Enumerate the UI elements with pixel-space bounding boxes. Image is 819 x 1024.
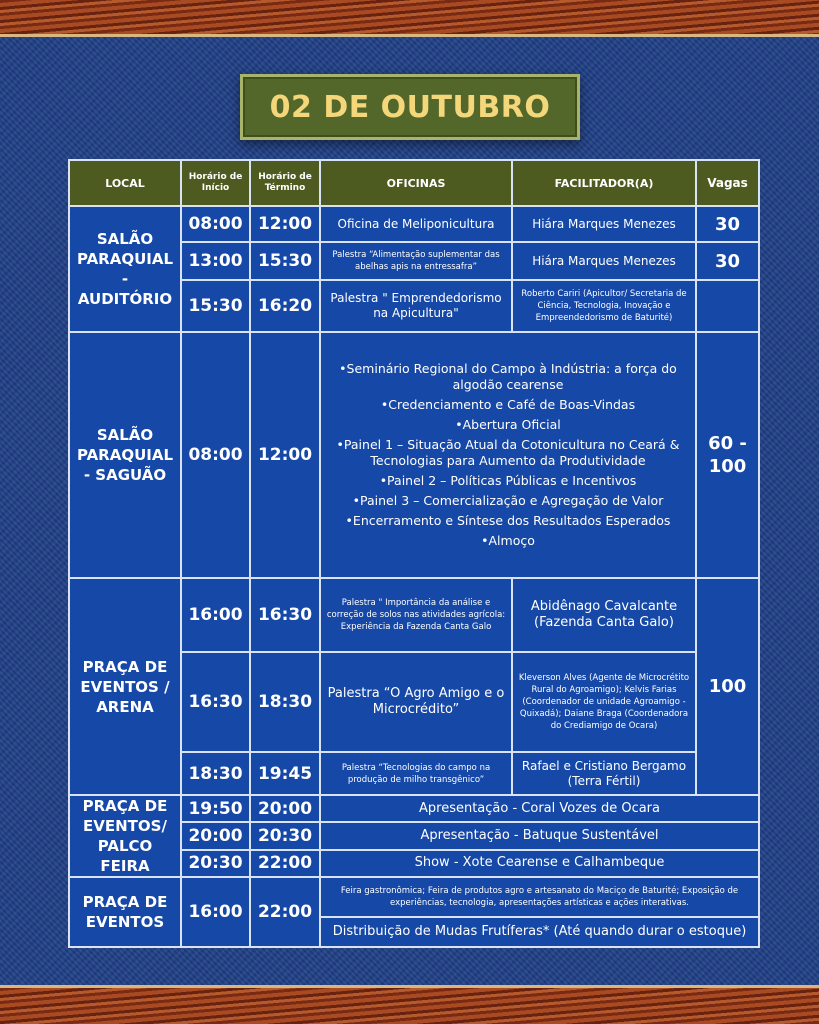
workshop-cell: Palestra “Alimentação suplementar das abelhas apis na entressafra” <box>320 242 512 280</box>
slots-cell: 60 - 100 <box>696 332 759 578</box>
start-time: 20:00 <box>181 822 250 849</box>
program-item: •Encerramento e Síntese dos Resultados Esperados <box>345 513 671 528</box>
seminar-program-cell <box>320 332 696 578</box>
end-time: 22:00 <box>250 877 320 947</box>
end-time: 20:00 <box>250 795 320 822</box>
slots-cell: 30 <box>696 206 759 242</box>
table-row <box>69 877 759 917</box>
start-time: 19:50 <box>181 795 250 822</box>
slots-cell: 30 <box>696 242 759 280</box>
workshop-cell: Palestra “O Agro Amigo e o Microcrédito” <box>320 652 512 752</box>
header-facilitator: FACILITADOR(A) <box>512 160 696 206</box>
header-end-time: Horário de Término <box>250 160 320 206</box>
location-cell: PRAÇA DE EVENTOS <box>69 877 181 947</box>
header-local: LOCAL <box>69 160 181 206</box>
facilitator-cell: Rafael e Cristiano Bergamo (Terra Fértil) <box>512 752 696 795</box>
schedule-table <box>68 159 760 948</box>
end-time: 19:45 <box>250 752 320 795</box>
end-time: 15:30 <box>250 242 320 280</box>
end-time: 16:30 <box>250 578 320 652</box>
start-time: 20:30 <box>181 850 250 877</box>
facilitator-cell: Kleverson Alves (Agente de Microcrétito Rural do Agroamigo); Kelvis Farias (Coordenador de unidade Agroamigo - Quixadá); Daiane Braga (Coordenadora do Crediamigo de Ocara) <box>512 652 696 752</box>
page-title: 02 DE OUTUBRO <box>269 89 551 125</box>
program-item: •Credenciamento e Café de Boas-Vindas <box>380 397 636 412</box>
location-cell: PRAÇA DE EVENTOS / ARENA <box>69 578 181 795</box>
program-item: •Seminário Regional do Campo à Indústria: a força do algodão cearense <box>339 361 677 392</box>
start-time: 16:00 <box>181 877 250 947</box>
program-item: •Painel 1 – Situação Atual da Cotonicultura no Ceará & Tecnologias para Aumento da Produtividade <box>336 437 680 468</box>
start-time: 08:00 <box>181 332 250 578</box>
end-time: 18:30 <box>250 652 320 752</box>
workshop-cell: Palestra “Tecnologias do campo na produção de milho transgênico” <box>320 752 512 795</box>
start-time: 15:30 <box>181 280 250 332</box>
start-time: 16:00 <box>181 578 250 652</box>
table-row <box>69 578 759 652</box>
header-start-time: Horário de Início <box>181 160 250 206</box>
slots-cell <box>696 280 759 332</box>
program-item: •Painel 2 – Políticas Públicas e Incentivos <box>379 473 637 488</box>
program-item: •Almoço <box>481 533 535 548</box>
activity-cell: Apresentação - Coral Vozes de Ocara <box>320 795 759 822</box>
end-time: 12:00 <box>250 332 320 578</box>
facilitator-cell: Hiára Marques Menezes <box>512 206 696 242</box>
end-time: 16:20 <box>250 280 320 332</box>
end-time: 22:00 <box>250 850 320 877</box>
end-time: 20:30 <box>250 822 320 849</box>
header-workshops: OFICINAS <box>320 160 512 206</box>
workshop-cell: Palestra " Importância da análise e correção de solos nas atividades agrícola: Experiência da Fazenda Canta Galo <box>320 578 512 652</box>
activity-cell: Feira gastronômica; Feira de produtos agro e artesanato do Maciço de Baturité; Exposição de experiências, tecnologia, apresentações artísticas e ações interativas. <box>320 877 759 917</box>
start-time: 16:30 <box>181 652 250 752</box>
activity-cell: Distribuição de Mudas Frutíferas* (Até quando durar o estoque) <box>320 917 759 947</box>
end-time: 12:00 <box>250 206 320 242</box>
location-cell: SALÃO PARAQUIAL - AUDITÓRIO <box>69 206 181 332</box>
facilitator-cell: Roberto Cariri (Apicultor/ Secretaria de Ciência, Tecnologia, Inovação e Empreendedorismo de Baturité) <box>512 280 696 332</box>
location-cell: PRAÇA DE EVENTOS/ PALCO FEIRA <box>69 795 181 877</box>
start-time: 13:00 <box>181 242 250 280</box>
table-row <box>69 206 759 242</box>
start-time: 18:30 <box>181 752 250 795</box>
location-cell: SALÃO PARAQUIAL - SAGUÃO <box>69 332 181 578</box>
activity-cell: Apresentação - Batuque Sustentável <box>320 822 759 849</box>
slots-cell: 100 <box>696 578 759 795</box>
program-item: •Abertura Oficial <box>455 417 561 432</box>
date-title-badge <box>240 74 580 140</box>
table-row <box>69 795 759 822</box>
facilitator-cell: Abidênago Cavalcante (Fazenda Canta Galo) <box>512 578 696 652</box>
wood-border-bottom <box>0 985 819 1024</box>
activity-cell: Show - Xote Cearense e Calhambeque <box>320 850 759 877</box>
wood-border-top <box>0 0 819 37</box>
table-header-row <box>69 160 759 206</box>
workshop-cell: Palestra " Emprendedorismo na Apicultura" <box>320 280 512 332</box>
header-slots: Vagas <box>696 160 759 206</box>
table-row <box>69 332 759 578</box>
workshop-cell: Oficina de Meliponicultura <box>320 206 512 242</box>
facilitator-cell: Hiára Marques Menezes <box>512 242 696 280</box>
program-item: •Painel 3 – Comercialização e Agregação de Valor <box>352 493 664 508</box>
start-time: 08:00 <box>181 206 250 242</box>
